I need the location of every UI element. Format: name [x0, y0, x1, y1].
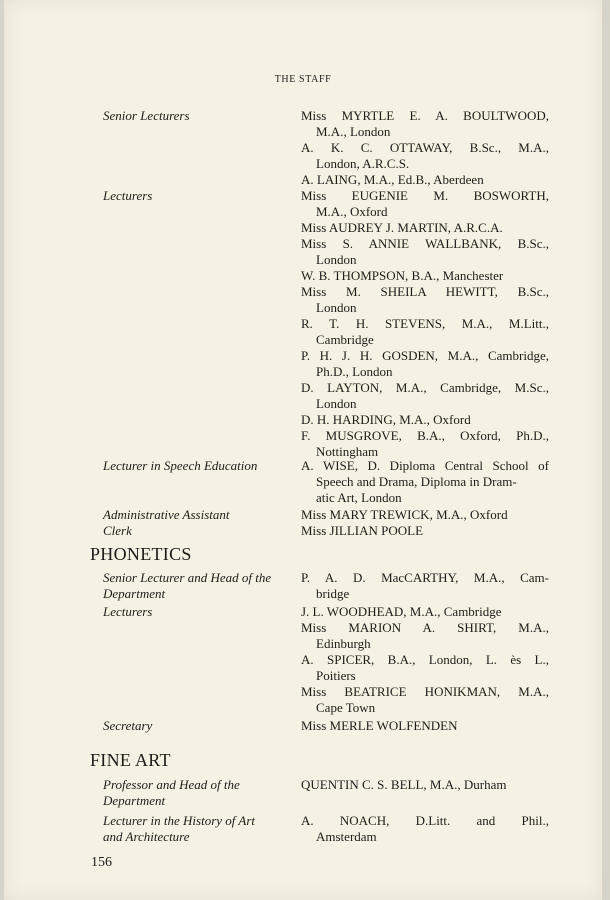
- staff-entry: [301, 140, 549, 172]
- entry-continuation: London: [316, 252, 357, 267]
- entry-continuation: M.A., Oxford: [316, 204, 388, 219]
- entry-name: F. MUSGROVE, B.A., Oxford, Ph.D.,: [301, 428, 549, 443]
- entry-name: Miss MARION A. SHIRT, M.A.,: [301, 620, 549, 635]
- staff-entry: [301, 220, 549, 236]
- staff-entry: [301, 620, 549, 652]
- entry-name: QUENTIN C. S. BELL, M.A., Durham: [301, 777, 507, 792]
- role-lecturer-speech-education: Lecturer in Speech Education: [103, 458, 258, 473]
- entry-name: J. L. WOODHEAD, M.A., Cambridge: [301, 604, 502, 619]
- role-line: Lecturer in the History of Art: [103, 813, 256, 828]
- role-lecturers: Lecturers: [103, 188, 153, 203]
- entry-name: D. H. HARDING, M.A., Oxford: [301, 412, 471, 427]
- entry-continuation: Nottingham: [316, 444, 379, 459]
- entry-continuation: Ph.D., London: [316, 364, 393, 379]
- entry-name: Miss JILLIAN POOLE: [301, 523, 424, 538]
- entry-name: Miss EUGENIE M. BOSWORTH,: [301, 188, 549, 203]
- staff-entry: [301, 284, 549, 316]
- staff-entry: [301, 718, 549, 734]
- staff-entry: [301, 348, 549, 380]
- staff-entry: [301, 428, 549, 460]
- entry-name: R. T. H. STEVENS, M.A., M.Litt.,: [301, 316, 549, 331]
- entry-continuation: M.A., London: [316, 124, 391, 139]
- entry-continuation: London, A.R.C.S.: [316, 156, 410, 171]
- entry-name: Miss MERLE WOLFENDEN: [301, 718, 458, 733]
- section-heading-phonetics: PHONETICS: [90, 544, 192, 564]
- role-line: Senior Lecturer and Head of the: [103, 570, 272, 585]
- entry-continuation: Amsterdam: [316, 829, 377, 844]
- staff-entry: [301, 604, 549, 620]
- entry-continuation: Speech and Drama, Diploma in Dram-: [316, 474, 517, 489]
- role-phonetics-lecturers: Lecturers: [103, 604, 153, 619]
- section-heading-fine-art: FINE ART: [90, 750, 171, 770]
- role-phonetics-senior-lecturer: [103, 570, 295, 602]
- role-fine-art-lecturer-history: [103, 813, 295, 845]
- staff-entry: [301, 652, 549, 684]
- staff-entry: [301, 523, 549, 539]
- running-header: THE STAFF: [274, 74, 332, 85]
- role-line: Professor and Head of the: [103, 777, 240, 792]
- entry-continuation: Cape Town: [316, 700, 376, 715]
- role-line: Department: [103, 793, 166, 808]
- role-clerk: Clerk: [103, 523, 132, 538]
- entry-continuation: London: [316, 300, 357, 315]
- staff-entry: [301, 108, 549, 140]
- entry-continuation: London: [316, 396, 357, 411]
- staff-entry: [301, 412, 549, 428]
- entry-name: W. B. THOMPSON, B.A., Manchester: [301, 268, 504, 283]
- entry-name: Miss S. ANNIE WALLBANK, B.Sc.,: [301, 236, 549, 251]
- page-number: 156: [91, 855, 112, 870]
- role-senior-lecturers: Senior Lecturers: [103, 108, 190, 123]
- entry-name: A. K. C. OTTAWAY, B.Sc., M.A.,: [301, 140, 549, 155]
- entry-name: A. LAING, M.A., Ed.B., Aberdeen: [301, 172, 484, 187]
- entry-continuation: Cambridge: [316, 332, 374, 347]
- document-page: [4, 0, 602, 900]
- entry-continuation: atic Art, London: [316, 490, 402, 505]
- staff-entry: [301, 380, 549, 412]
- staff-entry: [301, 684, 549, 716]
- role-phonetics-secretary: Secretary: [103, 718, 153, 733]
- entry-name: A. WISE, D. Diploma Central School of: [301, 458, 549, 473]
- entry-name: P. H. J. H. GOSDEN, M.A., Cambridge,: [301, 348, 549, 363]
- staff-entry: [301, 172, 549, 188]
- staff-entry: [301, 777, 549, 793]
- entry-continuation: Edinburgh: [316, 636, 371, 651]
- role-line: and Architecture: [103, 829, 190, 844]
- staff-entry: [301, 813, 549, 845]
- entry-name: A. NOACH, D.Litt. and Phil.,: [301, 813, 549, 828]
- staff-entry: [301, 316, 549, 348]
- entry-name: Miss BEATRICE HONIKMAN, M.A.,: [301, 684, 549, 699]
- staff-entry: [301, 507, 549, 523]
- staff-entry: [301, 188, 549, 220]
- entry-continuation: Poitiers: [316, 668, 356, 683]
- staff-entry: [301, 268, 549, 284]
- entry-continuation: bridge: [316, 586, 350, 601]
- staff-entry: [301, 458, 549, 506]
- entry-name: D. LAYTON, M.A., Cambridge, M.Sc.,: [301, 380, 549, 395]
- entry-name: Miss MARY TREWICK, M.A., Oxford: [301, 507, 508, 522]
- role-administrative-assistant: Administrative Assistant: [103, 507, 230, 522]
- entry-name: Miss AUDREY J. MARTIN, A.R.C.A.: [301, 220, 503, 235]
- entry-name: Miss M. SHEILA HEWITT, B.Sc.,: [301, 284, 549, 299]
- entry-name: P. A. D. MacCARTHY, M.A., Cam-: [301, 570, 549, 585]
- entry-name: A. SPICER, B.A., London, L. ès L.,: [301, 652, 549, 667]
- role-fine-art-professor: [103, 777, 295, 809]
- entry-name: Miss MYRTLE E. A. BOULTWOOD,: [301, 108, 549, 123]
- staff-entry: [301, 236, 549, 268]
- role-line: Department: [103, 586, 166, 601]
- staff-entry: [301, 570, 549, 602]
